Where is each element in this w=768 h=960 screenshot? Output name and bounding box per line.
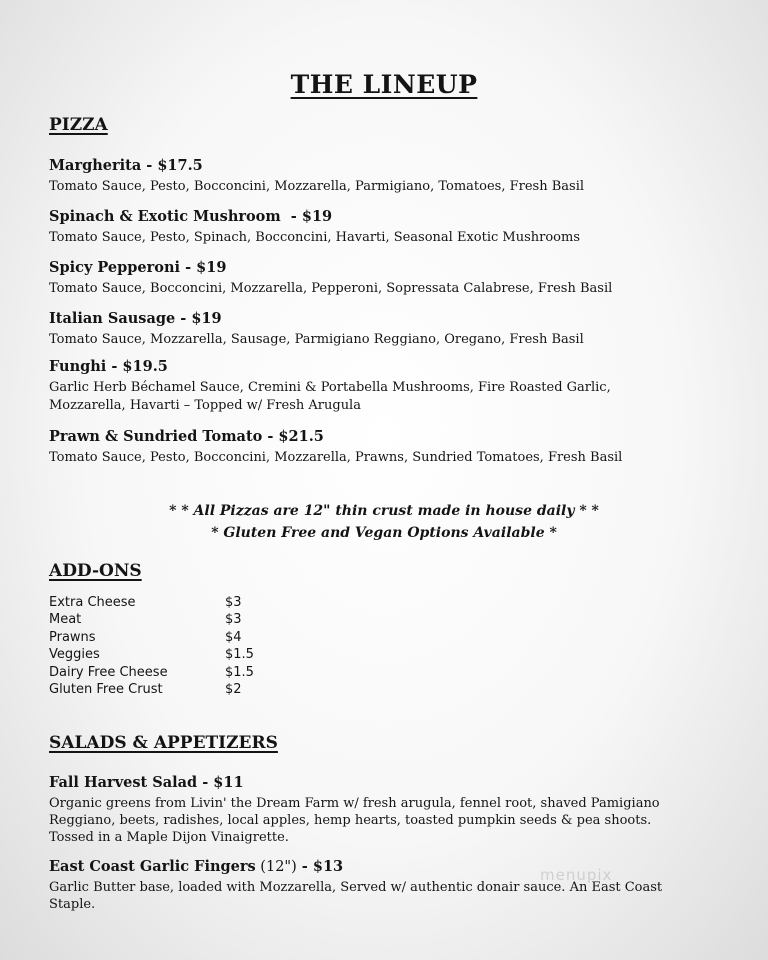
- item-description: [49, 879, 749, 913]
- addon-row: [49, 629, 254, 646]
- item-name: Funghi - $19.5: [49, 358, 168, 375]
- addon-name: Gluten Free Crust: [49, 682, 163, 698]
- item-description-line: Garlic Butter base, loaded with Mozzarella, Served w/ authentic donair sauce. An East Coast: [49, 880, 663, 895]
- item-description-line: Reggiano, beets, radishes, local apples, hemp hearts, toasted pumpkin seeds & pea shoots.: [49, 813, 652, 828]
- item-description: Tomato Sauce, Mozzarella, Sausage, Parmigiano Reggiano, Oregano, Fresh Basil: [49, 332, 584, 347]
- addon-price: $4: [225, 629, 242, 645]
- item-size: (12"): [255, 859, 297, 875]
- note-line: * * All Pizzas are 12" thin crust made in house daily * *: [169, 503, 599, 519]
- addon-name: Veggies: [49, 647, 100, 663]
- item-name: Margherita - $17.5: [49, 157, 203, 174]
- addon-name: Prawns: [49, 629, 96, 645]
- item-description: Tomato Sauce, Bocconcini, Mozzarella, Pepperoni, Sopressata Calabrese, Fresh Basil: [49, 281, 613, 296]
- item-description: Tomato Sauce, Pesto, Spinach, Bocconcini, Havarti, Seasonal Exotic Mushrooms: [49, 230, 581, 245]
- menu-item-fall-harvest-salad: [49, 773, 749, 846]
- addon-price: $3: [225, 595, 242, 610]
- page-title: THE LINEUP: [290, 70, 478, 99]
- item-description-line: Tossed in a Maple Dijon Vinaigrette.: [49, 830, 289, 845]
- item-name: Spicy Pepperoni - $19: [49, 259, 227, 276]
- menu-item-funghi: [49, 357, 749, 415]
- item-description: [49, 795, 749, 846]
- item-price: - $13: [296, 858, 344, 875]
- addon-price: $1.5: [225, 664, 254, 680]
- addons-list: [49, 594, 254, 698]
- addon-row: [49, 681, 254, 698]
- addon-price: $2: [225, 682, 242, 698]
- item-description: [49, 379, 749, 415]
- item-description-line: Organic greens from Livin' the Dream Farm w/ fresh arugula, fennel root, shaved Pamigiano: [49, 796, 660, 811]
- item-description-line: Staple.: [49, 897, 96, 912]
- item-name: Prawn & Sundried Tomato - $21.5: [49, 428, 324, 445]
- item-name: Italian Sausage - $19: [49, 310, 222, 327]
- menu-item-prawn-sundried-tomato: [49, 427, 749, 467]
- item-name: [49, 857, 749, 877]
- item-description-line: Mozzarella, Havarti – Topped w/ Fresh Arugula: [49, 398, 361, 413]
- menu-item-spicy-pepperoni: [49, 258, 749, 298]
- item-description: Tomato Sauce, Pesto, Bocconcini, Mozzarella, Prawns, Sundried Tomatoes, Fresh Basil: [49, 450, 623, 465]
- item-description-line: Garlic Herb Béchamel Sauce, Cremini & Portabella Mushrooms, Fire Roasted Garlic,: [49, 380, 611, 395]
- addon-price: $1.5: [225, 647, 254, 663]
- addon-row: [49, 611, 254, 628]
- salads-heading: SALADS & APPETIZERS: [49, 733, 278, 753]
- pizza-heading: PIZZA: [49, 115, 108, 135]
- addon-price: $3: [225, 612, 242, 628]
- addon-name: Extra Cheese: [49, 595, 136, 610]
- addon-name: Dairy Free Cheese: [49, 664, 168, 680]
- addon-row: [49, 594, 254, 611]
- item-name: Fall Harvest Salad - $11: [49, 774, 244, 791]
- menu-item-spinach-mushroom: [49, 207, 749, 247]
- item-name: Spinach & Exotic Mushroom - $19: [49, 208, 333, 225]
- menu-item-italian-sausage: [49, 309, 749, 349]
- addon-row: [49, 646, 254, 663]
- addons-heading: ADD-ONS: [49, 561, 142, 581]
- note-line: * Gluten Free and Vegan Options Available *: [211, 525, 557, 541]
- pizza-notes: [0, 500, 768, 544]
- menu-item-margherita: [49, 156, 749, 196]
- watermark: menupix: [540, 866, 613, 884]
- addon-name: Meat: [49, 612, 82, 628]
- addon-row: [49, 664, 254, 681]
- item-description: Tomato Sauce, Pesto, Bocconcini, Mozzarella, Parmigiano, Tomatoes, Fresh Basil: [49, 179, 585, 194]
- item-name-main: East Coast Garlic Fingers: [49, 858, 256, 875]
- menu-item-garlic-fingers: [49, 857, 749, 913]
